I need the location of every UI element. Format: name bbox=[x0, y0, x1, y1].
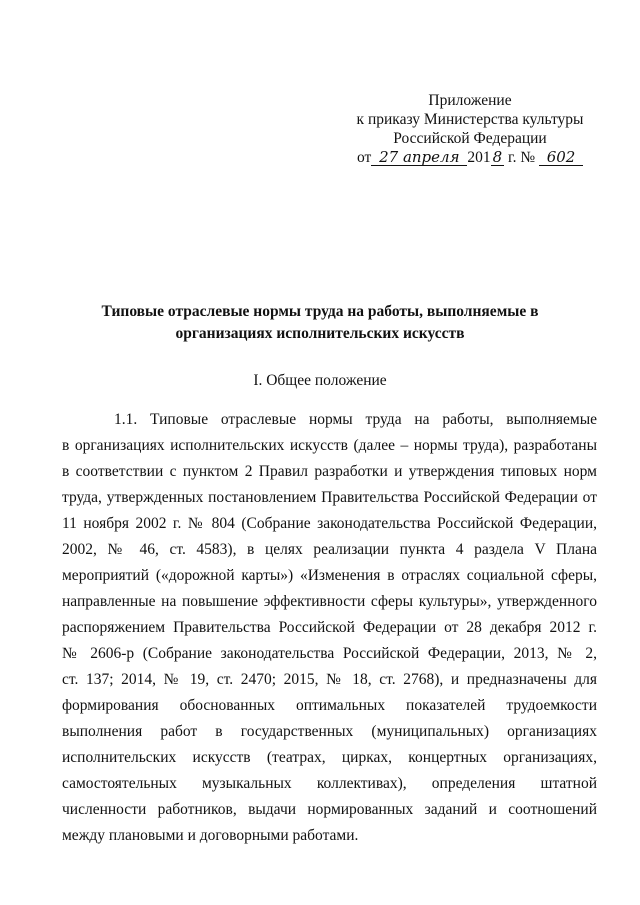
appendix-order-date-line bbox=[340, 148, 600, 167]
paragraph-line: мероприятий («дорожной карты») «Изменения в отраслях социальной сферы, bbox=[62, 567, 597, 584]
paragraph-line: 1.1. Типовые отраслевые нормы труда на работы, выполняемые bbox=[114, 411, 597, 428]
section-heading: I. Общее положение bbox=[253, 372, 387, 389]
title-line-1: Типовые отраслевые нормы труда на работы, выполняемые в bbox=[101, 303, 539, 320]
paragraph-line: ст. 137; 2014, № 19, ст. 2470; 2015, № 18, ст. 2768), и предназначены для bbox=[62, 671, 597, 688]
appendix-country: Российской Федерации bbox=[393, 130, 547, 147]
paragraph-line: между плановыми и договорными работами. bbox=[62, 827, 359, 844]
paragraph-line: численности работников, выдачи нормированных заданий и соотношений bbox=[62, 801, 597, 818]
from-prefix: от bbox=[356, 149, 372, 166]
paragraph-line: направленные на повышение эффективности сферы культуры», утвержденного bbox=[62, 593, 597, 610]
paragraph-line: самостоятельных музыкальных коллективах), определения штатной bbox=[62, 775, 597, 792]
paragraph-1-1 bbox=[62, 407, 597, 849]
appendix-label: Приложение bbox=[428, 92, 512, 109]
paragraph-line: 2002, № 46, ст. 4583), в целях реализации пункта 4 раздела V Плана bbox=[62, 541, 597, 558]
handwritten-order-number: 602 bbox=[539, 149, 583, 166]
paragraph-line: № 2606-р (Собрание законодательства Российской Федерации, 2013, № 2, bbox=[62, 645, 597, 662]
paragraph-line: формирования обоснованных оптимальных показателей трудоемкости bbox=[62, 697, 597, 714]
handwritten-date: 27 апреля bbox=[371, 149, 467, 166]
paragraph-line: распоряжением Правительства Российской Федерации от 28 декабря 2012 г. bbox=[62, 619, 597, 636]
handwritten-year: 8 bbox=[492, 148, 503, 166]
year-prefix: 201 bbox=[467, 149, 491, 166]
document-title bbox=[60, 301, 580, 345]
title-line-2: организациях исполнительских искусств bbox=[175, 325, 465, 342]
paragraph-line: в соответствии с пунктом 2 Правил разработки и утверждения типовых норм bbox=[62, 463, 597, 480]
paragraph-line: труда, утвержденных постановлением Правительства Российской Федерации от bbox=[62, 489, 597, 506]
appendix-order-ref: к приказу Министерства культуры bbox=[356, 111, 584, 128]
appendix-header bbox=[340, 91, 600, 167]
number-prefix: г. № bbox=[507, 149, 536, 166]
paragraph-line: исполнительских искусств (театрах, цирках, концертных организациях, bbox=[62, 749, 597, 766]
paragraph-line: выполнения работ в государственных (муниципальных) организациях bbox=[62, 723, 597, 740]
paragraph-line: в организациях исполнительских искусств (далее – нормы труда), разработаны bbox=[62, 437, 597, 454]
paragraph-line: 11 ноября 2002 г. № 804 (Собрание законодательства Российской Федерации, bbox=[62, 515, 597, 532]
